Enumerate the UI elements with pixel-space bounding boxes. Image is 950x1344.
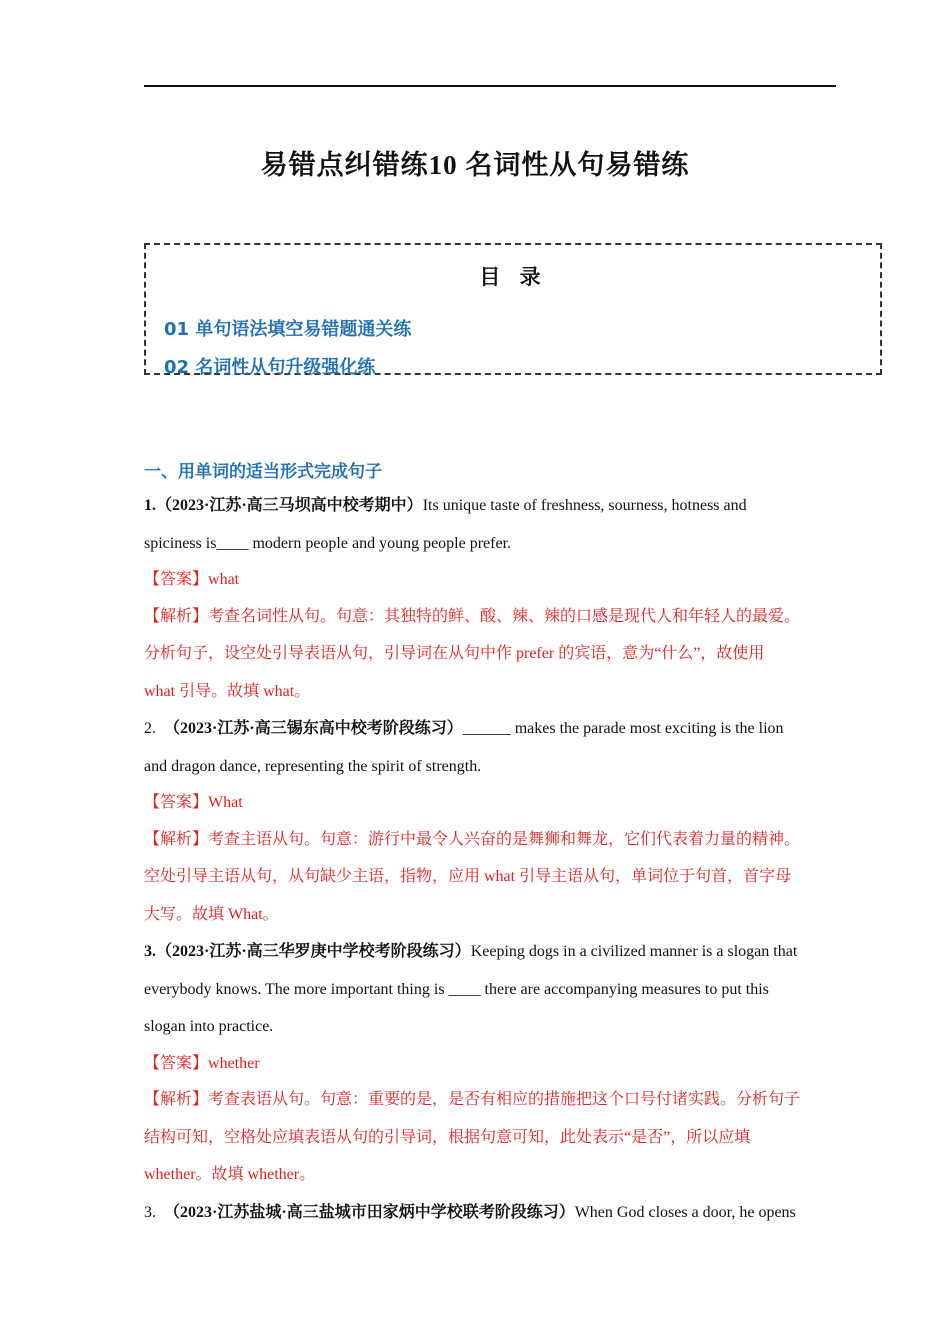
question-text: ______ makes the parade most exciting is the lion	[462, 720, 784, 737]
question-list	[144, 487, 836, 1231]
question-1-analysis-2: 分析句子，设空处引导表语从句，引导词在从句中作 prefer 的宾语，意为“什么”，故使用	[144, 645, 765, 662]
answer-label: 【答案】	[144, 794, 209, 811]
question-number: 2.	[144, 720, 173, 737]
question-3-analysis-1	[144, 1081, 836, 1119]
table-of-contents	[144, 243, 882, 378]
question-number: 3.	[144, 1203, 173, 1221]
question-text: Keeping dogs in a civilized manner is a slogan that	[470, 943, 798, 960]
question-text: When God closes a door, he opens	[574, 1203, 796, 1221]
analysis-label: 【解析】	[144, 607, 209, 625]
question-1-line-1	[144, 487, 836, 525]
page-title: 易错点纠错练10 名词性从句易错练	[260, 150, 690, 180]
analysis-label: 【解析】	[144, 830, 209, 848]
answer-value: whether	[208, 1054, 260, 1072]
question-2-analysis-3: 大写。故填 What。	[144, 905, 279, 923]
question-2-line-2: and dragon dance, representing the spirit of strength.	[144, 757, 482, 775]
analysis-text: 考查名词性从句。句意：其独特的鲜、酸、辣、辣的口感是现代人和年轻人的最爱。	[208, 607, 801, 625]
analysis-text: 考查表语从句。句意：重要的是，是否有相应的措施把这个口号付诸实践。分析句子	[208, 1091, 801, 1108]
question-3-line-3: slogan into practice.	[144, 1018, 274, 1035]
question-2-analysis-2: 空处引导主语从句，从句缺少主语，指物，应用 what 引导主语从句，单词位于句首，首字母	[144, 868, 792, 885]
question-number: 1.	[144, 497, 156, 514]
answer-value: What	[208, 794, 243, 811]
toc-heading: 目 录	[479, 265, 547, 289]
question-3-line-1	[144, 933, 836, 971]
question-source: （2023·江苏·高三华罗庚中学校考阶段练习）	[156, 943, 471, 960]
question-1-analysis-1	[144, 598, 836, 636]
question-3-analysis-3: whether。故填 whether。	[144, 1166, 316, 1183]
toc-item-1[interactable]: 01 单句语法填空易错题通关练	[164, 319, 412, 340]
question-2-analysis-1	[144, 821, 836, 859]
question-4-line-1	[144, 1194, 836, 1232]
analysis-label: 【解析】	[144, 1091, 209, 1108]
question-3-line-2: everybody knows. The more important thing is ____ there are accompanying measures to put this	[144, 980, 769, 998]
question-source: （2023·江苏·高三马坝高中校考期中）	[156, 497, 423, 514]
question-2-line-1	[144, 710, 836, 748]
question-source: （2023·江苏盐城·高三盐城市田家炳中学校联考阶段练习）	[172, 1203, 575, 1221]
question-3-analysis-2: 结构可知，空格处应填表语从句的引导词，根据句意可知，此处表示“是否”，所以应填	[144, 1128, 751, 1146]
question-source: （2023·江苏·高三锡东高中校考阶段练习）	[172, 720, 463, 737]
question-3-answer	[144, 1046, 836, 1082]
answer-label: 【答案】	[144, 1054, 209, 1072]
question-number: 3.	[144, 943, 156, 960]
header-rule	[144, 85, 836, 87]
question-1-line-2: spiciness is____ modern people and young people prefer.	[144, 534, 512, 552]
answer-label: 【答案】	[144, 571, 209, 588]
question-1-analysis-3: what 引导。故填 what。	[144, 682, 311, 700]
analysis-text: 考查主语从句。句意：游行中最令人兴奋的是舞狮和舞龙，它们代表着力量的精神。	[208, 830, 801, 848]
question-1-answer	[144, 562, 836, 598]
toc-item-2[interactable]: 02 名词性从句升级强化练	[164, 357, 376, 378]
question-text: Its unique taste of freshness, sourness, hotness and	[422, 497, 747, 514]
question-2-answer	[144, 785, 836, 821]
section-heading: 一、用单词的适当形式完成句子	[144, 462, 382, 482]
answer-value: what	[208, 571, 240, 588]
